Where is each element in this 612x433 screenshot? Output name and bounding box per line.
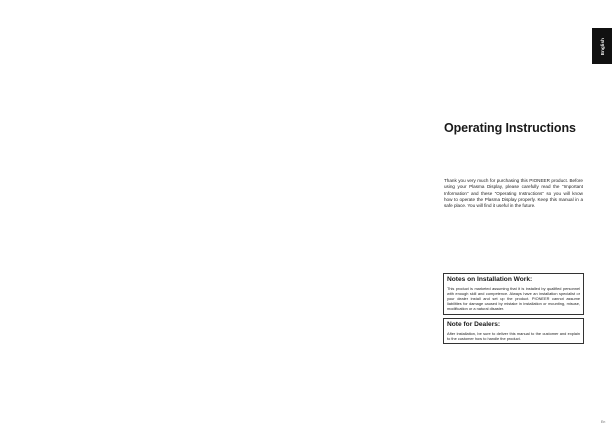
- installation-notes-text: This product is marketed assuming that it is installed by qualified personnel with enough skill and competence. Always have an installation specialist or your dealer install and set up the product. PIONEER cannot assume liabilities for damage caused by mistake in installation or mounting, misuse, modification or a natural disaster.: [447, 285, 580, 312]
- dealer-notes-text: After installation, be sure to deliver this manual to the customer and explain to the customer how to handle the product.: [447, 330, 580, 341]
- page-title: Operating Instructions: [444, 121, 576, 135]
- dealer-notes-box: [443, 318, 584, 344]
- installation-notes-box: [443, 273, 584, 315]
- language-tab-label: English: [599, 37, 605, 55]
- language-tab: [592, 28, 612, 64]
- installation-notes-heading: Notes on Installation Work:: [447, 276, 533, 283]
- intro-paragraph: Thank you very much for purchasing this PIONEER product. Before using your Plasma Display, please carefully read the “Important Information” and these “Operating Instructions” so you will know how to operate the Plasma Display properly. Keep this manual in a safe place. You will find it useful in the future.: [444, 178, 583, 209]
- page-number: En: [601, 420, 606, 424]
- dealer-notes-heading: Note for Dealers:: [447, 321, 501, 328]
